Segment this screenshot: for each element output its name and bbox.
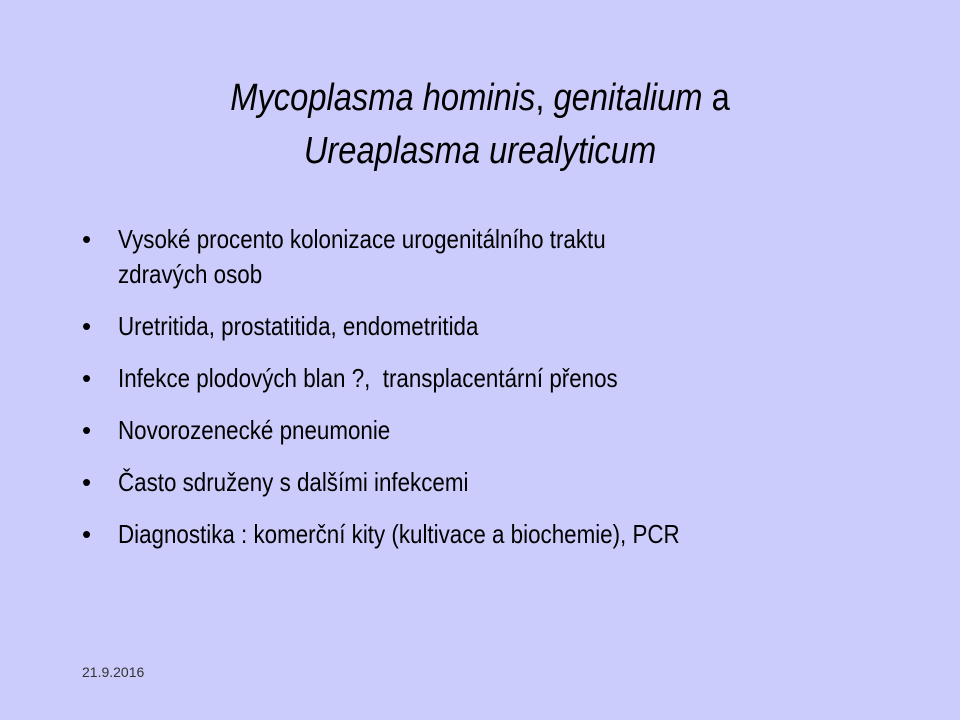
bullet-item — [82, 222, 882, 292]
bullet-dot-icon: • — [82, 363, 92, 393]
bullet-text: Vysoké procento kolonizace urogenitálního traktu zdravých osob — [118, 224, 606, 289]
bullet-text: Diagnostika : komerční kity (kultivace a biochemie), PCR — [118, 519, 680, 549]
bullet-text: Novorozenecké pneumonie — [118, 415, 391, 445]
bullet-dot-icon: • — [82, 311, 92, 341]
title-separator-2: a — [702, 77, 730, 119]
bullet-item — [82, 413, 882, 448]
bullet-dot-icon: • — [82, 224, 92, 254]
bullet-dot-icon: • — [82, 467, 92, 497]
bullet-text: Uretritida, prostatitida, endometritida — [118, 311, 479, 341]
bullet-item — [82, 465, 882, 500]
bullet-dot-icon: • — [82, 519, 92, 549]
title-organism-2: genitalium — [553, 77, 703, 119]
title-organism-1: Mycoplasma hominis — [230, 77, 536, 119]
title-line-1 — [119, 72, 841, 125]
bullet-text: Infekce plodových blan ?, transplacentární přenos — [118, 363, 618, 393]
footer-date: 21.9.2016 — [82, 664, 145, 680]
slide-title — [119, 72, 841, 178]
title-line-2: Ureaplasma urealyticum — [303, 130, 657, 172]
bullet-list — [82, 222, 882, 569]
bullet-item — [82, 517, 882, 552]
bullet-text: Často sdruženy s dalšími infekcemi — [118, 467, 469, 497]
title-separator-1: , — [535, 77, 554, 119]
bullet-dot-icon: • — [82, 415, 92, 445]
bullet-item — [82, 309, 882, 344]
bullet-item — [82, 361, 882, 396]
